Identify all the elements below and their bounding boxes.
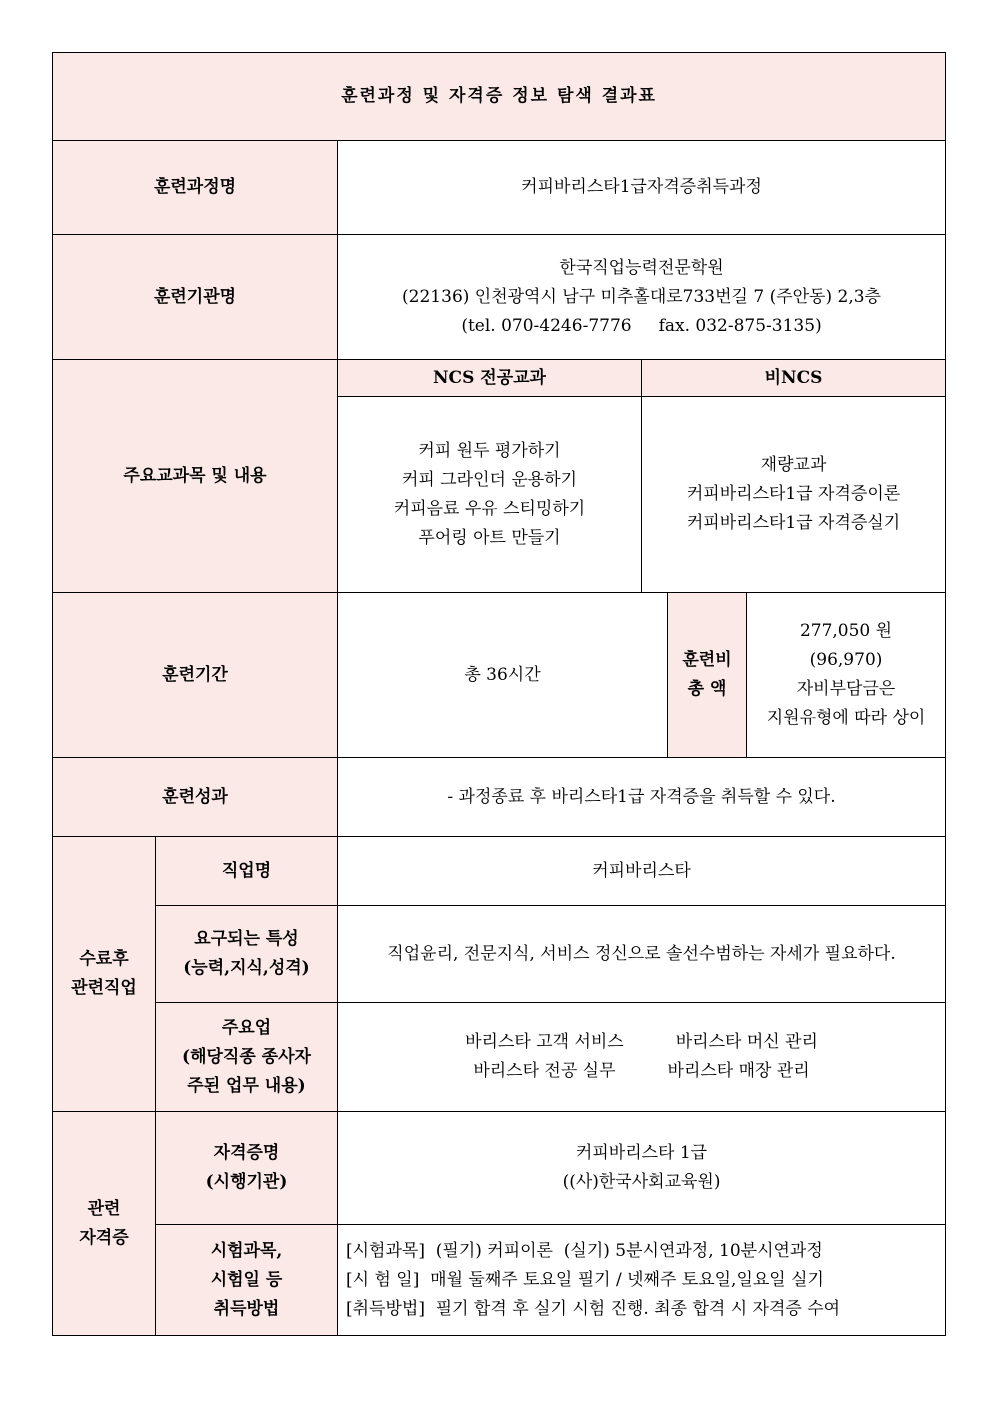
- cost-label-line: 총 액: [687, 679, 727, 699]
- duties-label-line: (해당직종 종사자: [182, 1046, 311, 1067]
- info-table: [52, 52, 946, 1336]
- ncs-header: NCS 전공교과: [338, 360, 642, 397]
- cost-line: 277,050 원: [799, 621, 893, 641]
- institution-info: [338, 235, 946, 360]
- exam-line: [시 험 일] 매월 둘째주 토요일 필기 / 넷째주 토요일,일요일 실기: [346, 1269, 824, 1290]
- cost-label: [668, 593, 747, 758]
- cost-value: [747, 593, 946, 758]
- cert-group-label: [53, 1112, 156, 1336]
- institution-address: (22136) 인천광역시 남구 미추홀대로733번길 7 (주안동) 2,3층: [402, 286, 881, 307]
- jobs-group-label: [53, 837, 156, 1112]
- outcome-value: - 과정종료 후 바리스타1급 자격증을 취득할 수 있다.: [338, 758, 946, 837]
- subjects-label: 주요교과목 및 내용: [53, 360, 338, 593]
- institution-name: 한국직업능력전문학원: [559, 257, 724, 278]
- duty-item: 바리스타 매장 관리: [667, 1061, 810, 1081]
- cert-name-label: [156, 1112, 338, 1225]
- traits-label-line: 요구되는 특성: [194, 929, 299, 949]
- period-value: 총 36시간: [338, 593, 668, 758]
- duties-value: [338, 1003, 946, 1112]
- exam-line: [시험과목] (필기) 커피이론 (실기) 5분시연과정, 10분시연과정: [346, 1240, 823, 1261]
- exam-label-line: 시험과목,: [210, 1240, 283, 1261]
- exam-label-line: 시험일 등: [210, 1269, 283, 1290]
- cost-line: 자비부담금은: [796, 679, 896, 699]
- cert-name-label-line: (시행기관): [205, 1172, 288, 1192]
- exam-label: [156, 1225, 338, 1336]
- traits-label-line: (능력,지식,성격): [183, 958, 310, 978]
- duties-row: [338, 1028, 945, 1057]
- duty-item: 바리스타 고객 서비스: [465, 1032, 624, 1052]
- duties-label-line: 주요업: [221, 1017, 272, 1038]
- ncs-item: 커피음료 우유 스티밍하기: [393, 498, 586, 519]
- cert-name: 커피바리스타 1급: [575, 1143, 708, 1163]
- duty-item: 바리스타 머신 관리: [675, 1032, 818, 1052]
- duties-label: [156, 1003, 338, 1112]
- non-ncs-item: 커피바리스타1급 자격증실기: [686, 513, 901, 533]
- exam-line: [취득방법] 필기 합격 후 실기 시험 진행. 최종 합격 시 자격증 수여: [346, 1298, 841, 1319]
- course-value: 커피바리스타1급자격증취득과정: [338, 141, 946, 235]
- jobs-group-line: 수료후: [79, 949, 129, 969]
- course-label: 훈련과정명: [53, 141, 338, 235]
- ncs-items: [338, 397, 642, 593]
- job-name-value: 커피바리스타: [338, 837, 946, 906]
- cost-line: (96,970): [809, 650, 883, 670]
- outcome-label: 훈련성과: [53, 758, 338, 837]
- page-title: 훈련과정 및 자격증 정보 탐색 결과표: [53, 53, 946, 141]
- cert-name-label-line: 자격증명: [213, 1143, 280, 1163]
- ncs-item: 커피 그라인더 운용하기: [401, 469, 578, 490]
- institution-contact: (tel. 070-4246-7776 fax. 032-875-3135): [461, 315, 822, 336]
- non-ncs-item: 재량교과: [760, 455, 827, 475]
- duties-label-line: 주된 업무 내용): [187, 1075, 306, 1096]
- exam-label-line: 취득방법: [213, 1298, 280, 1319]
- job-name-label: 직업명: [156, 837, 338, 906]
- cert-issuer: ((사)한국사회교육원): [562, 1172, 721, 1192]
- non-ncs-item: 커피바리스타1급 자격증이론: [686, 484, 901, 504]
- cert-group-line: 관련: [87, 1198, 121, 1219]
- institution-label: 훈련기관명: [53, 235, 338, 360]
- cert-name-value: [338, 1112, 946, 1225]
- ncs-item: 커피 원두 평가하기: [418, 440, 561, 461]
- exam-info: [338, 1225, 946, 1336]
- traits-label: [156, 906, 338, 1003]
- ncs-item: 푸어링 아트 만들기: [418, 527, 561, 548]
- duties-row: [338, 1057, 945, 1086]
- non-ncs-header: 비NCS: [642, 360, 946, 397]
- period-label: 훈련기간: [53, 593, 338, 758]
- duty-item: 바리스타 전공 실무: [473, 1061, 616, 1081]
- cost-line: 지원유형에 따라 상이: [766, 708, 926, 728]
- traits-value: 직업윤리, 전문지식, 서비스 정신으로 솔선수범하는 자세가 필요하다.: [338, 906, 946, 1003]
- jobs-group-line: 관련직업: [71, 978, 137, 998]
- cert-group-line: 자격증: [79, 1227, 129, 1248]
- cost-label-line: 훈련비: [682, 650, 732, 670]
- non-ncs-items: [642, 397, 946, 593]
